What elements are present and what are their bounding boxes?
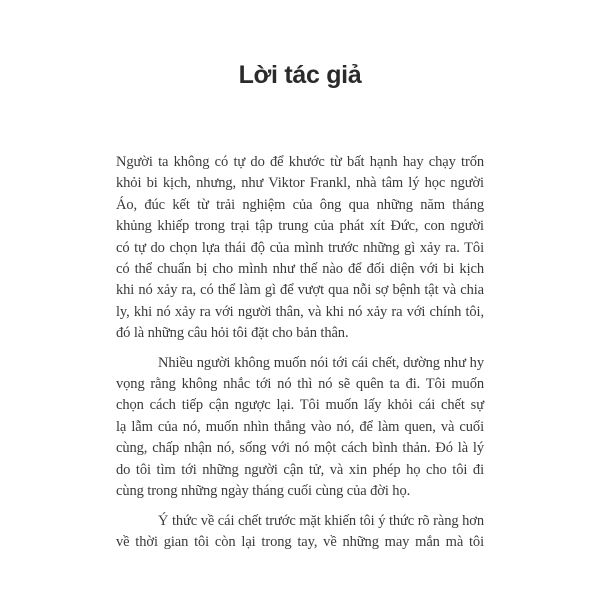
text-line: khi nó xảy ra, có thể làm gì để vượt qua nỗi sợ bệnh tật và chia [116, 282, 484, 299]
text-line: do tôi tìm tới những người cận tử, và xin phép họ cho tôi đi [116, 461, 484, 478]
text-line: về thời gian tôi còn lại trong tay, về những may mắn mà tôi [116, 533, 484, 550]
text-line: cùng trong những ngày tháng cuối cùng của đời họ. [116, 483, 411, 500]
text-line: Áo, đúc kết từ trải nghiệm của ông qua những năm tháng [116, 196, 484, 213]
text-line: có tự do chọn lựa thái độ của mình trước những gì xảy ra. Tôi [116, 239, 484, 256]
page-title: Lời tác giả [238, 61, 362, 89]
paragraph [116, 152, 484, 345]
text-line: Ý thức về cái chết trước mặt khiến tôi ý thức rõ ràng hơn [158, 512, 484, 529]
text-line: có thể chuẩn bị cho mình như thế nào để đối diện với bi kịch [116, 261, 484, 278]
text-line: chọn cách tiếp cận ngược lại. Tôi muốn lấy khỏi cái chết sự [116, 397, 484, 414]
text-line: Nhiều người không muốn nói tới cái chết, dường như hy [158, 354, 484, 371]
paragraph [116, 353, 484, 503]
text-line: vọng rằng không nhắc tới nó thì nó sẽ quên ta đi. Tôi muốn [116, 376, 484, 393]
text-line: khỏi bi kịch, nhưng, như Viktor Frankl, nhà tâm lý học người [116, 175, 484, 192]
paragraph [116, 511, 484, 554]
text-line: ly, khi nó xảy ra với người thân, và khi nó xảy ra với chính tôi, [116, 303, 484, 320]
body-text [116, 152, 484, 553]
text-line: lạ lẫm của nó, muốn nhìn thẳng vào nó, để làm quen, và cuối [116, 418, 484, 435]
text-line: khủng khiếp trong trại tập trung của phát xít Đức, con người [116, 218, 484, 235]
text-line: đó là những câu hỏi tôi đặt cho bản thân. [116, 325, 349, 342]
text-line: cùng, chấp nhận nó, sống với nó một cách bình thản. Đó là lý [116, 440, 484, 457]
text-line: Người ta không có tự do để khước từ bất hạnh hay chạy trốn [116, 154, 484, 170]
